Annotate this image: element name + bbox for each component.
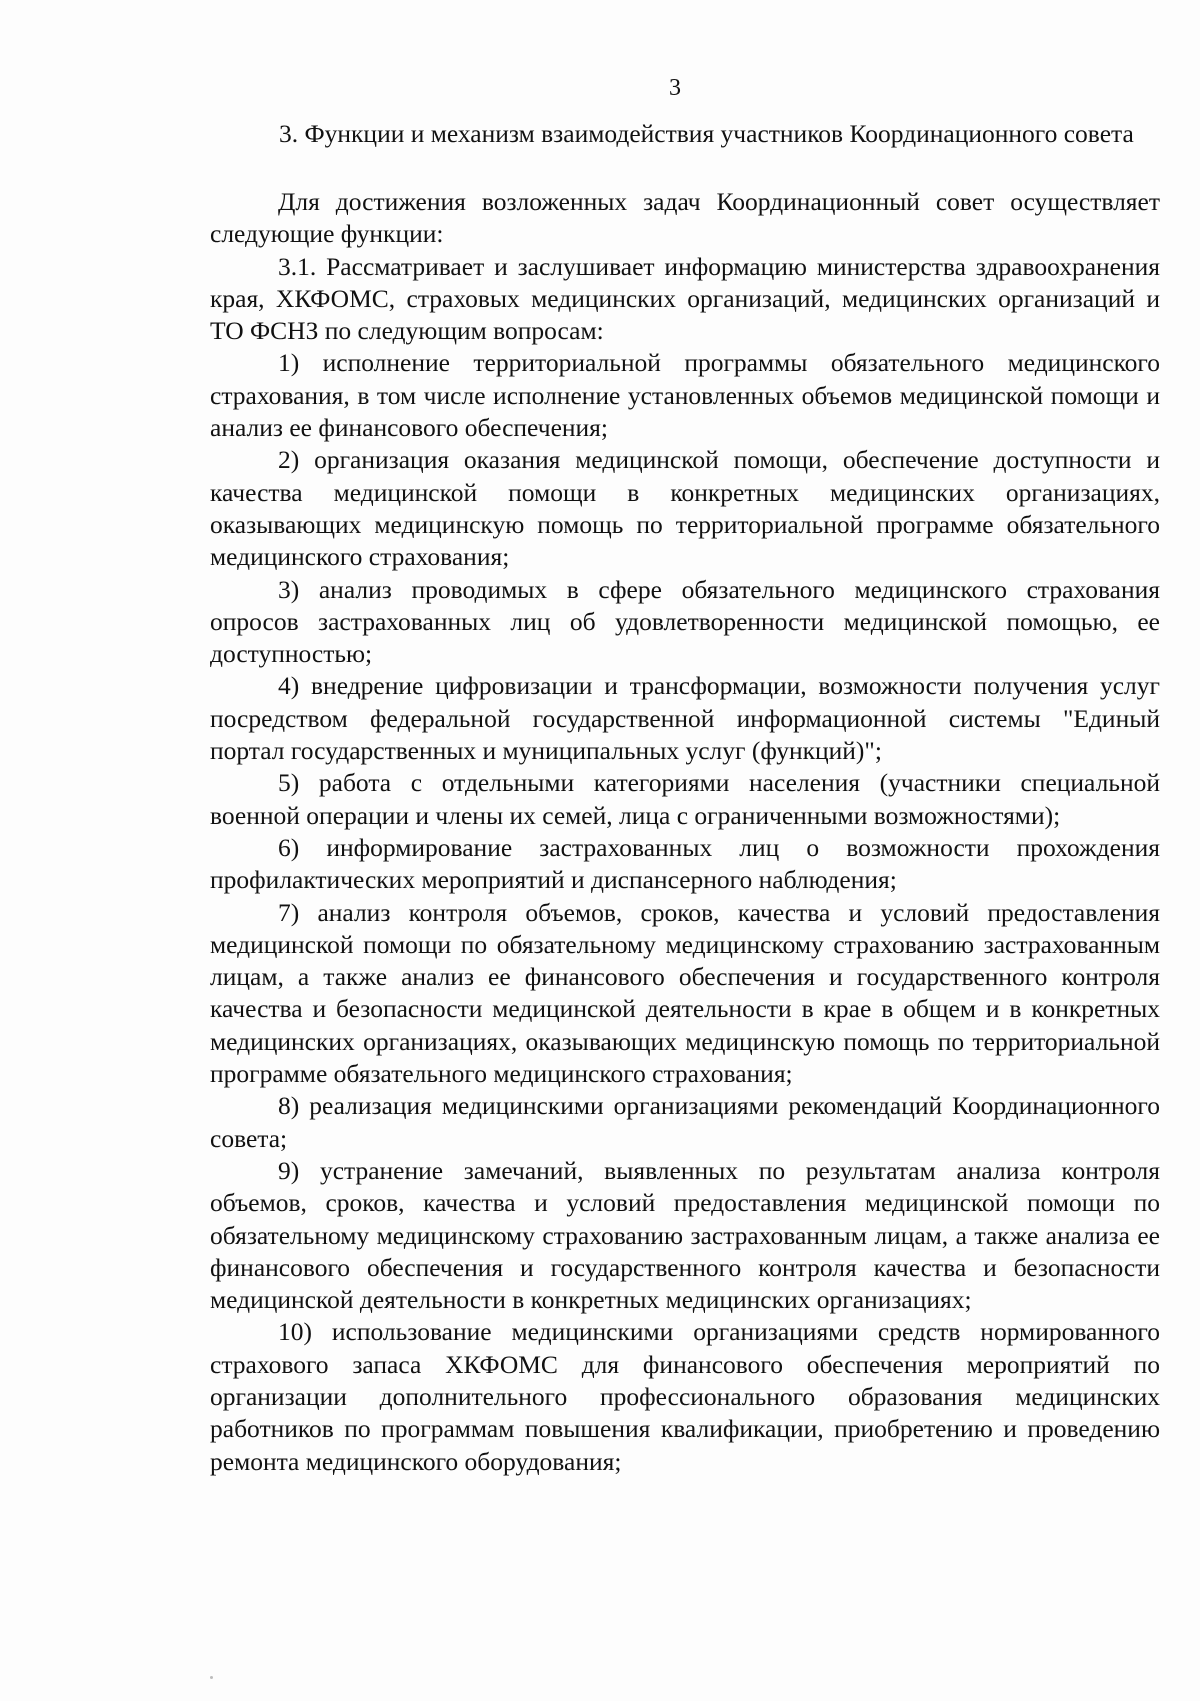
scan-speck [210,1676,213,1679]
list-item-4: 4) внедрение цифровизации и трансформации, возможности получения услуг посредством федеральной государственной информационной системы "Единый портал государственных и муниципальных услуг (функций)"; [210,671,1160,766]
list-item-10: 10) использование медицинскими организациями средств нормированного страхового запаса ХКФОМС для финансового обеспечения мероприятий по организации дополнительного профессионального образования медицинских работников по программам повышения квалификации, приобретению и проведению ремонта медицинского оборудования; [210,1317,1160,1476]
intro-paragraph: Для достижения возложенных задач Координационный совет осуществляет следующие функции: [210,187,1160,249]
list-item-1: 1) исполнение территориальной программы обязательного медицинского страхования, в том числе исполнение установленных объемов медицинской помощи и анализ ее финансового обеспечения; [210,348,1160,443]
list-item-7: 7) анализ контроля объемов, сроков, качества и условий предоставления медицинской помощи по обязательному медицинскому страхованию застрахованным лицам, а также анализ ее финансового обеспечения и государственного контроля качества и безопасности медицинской деятельности в крае в общем и в конкретных медицинских организациях, оказывающих медицинскую помощь по территориальной программе обязательного медицинского страхования; [210,897,1160,1089]
section-heading: 3. Функции и механизм взаимодействия участников Координационного совета [279,119,1134,148]
list-item-2: 2) организация оказания медицинской помощи, обеспечение доступности и качества медицинской помощи в конкретных медицинских организациях, оказывающих медицинскую помощь по территориальной программе обязательного медицинского страхования; [210,445,1160,572]
section-body [210,186,1160,1478]
list-item-5: 5) работа с отдельными категориями населения (участники специальной военной операции и члены их семей, лица с ограниченными возможностями); [210,768,1160,830]
clause-3-1-paragraph: 3.1. Рассматривает и заслушивает информацию министерства здравоохранения края, ХКФОМС, страховых медицинских организаций, медицинских организаций и ТО ФСНЗ по следующим вопросам: [210,251,1160,346]
list-item-6: 6) информирование застрахованных лиц о возможности прохождения профилактических мероприятий и диспансерного наблюдения; [210,832,1160,895]
list-item-3: 3) анализ проводимых в сфере обязательного медицинского страхования опросов застрахованных лиц об удовлетворенности медицинской помощью, ее доступностью; [210,574,1160,669]
list-item-8: 8) реализация медицинскими организациями рекомендаций Координационного совета; [210,1091,1160,1153]
list-item-9: 9) устранение замечаний, выявленных по результатам анализа контроля объемов, сроков, качества и условий предоставления медицинской помощи по обязательному медицинскому страхованию застрахованным лицам, а также анализа ее финансового обеспечения и государственного контроля качества и безопасности медицинской деятельности в конкретных медицинских организациях; [210,1155,1160,1315]
page-number: 3 [669,75,681,101]
